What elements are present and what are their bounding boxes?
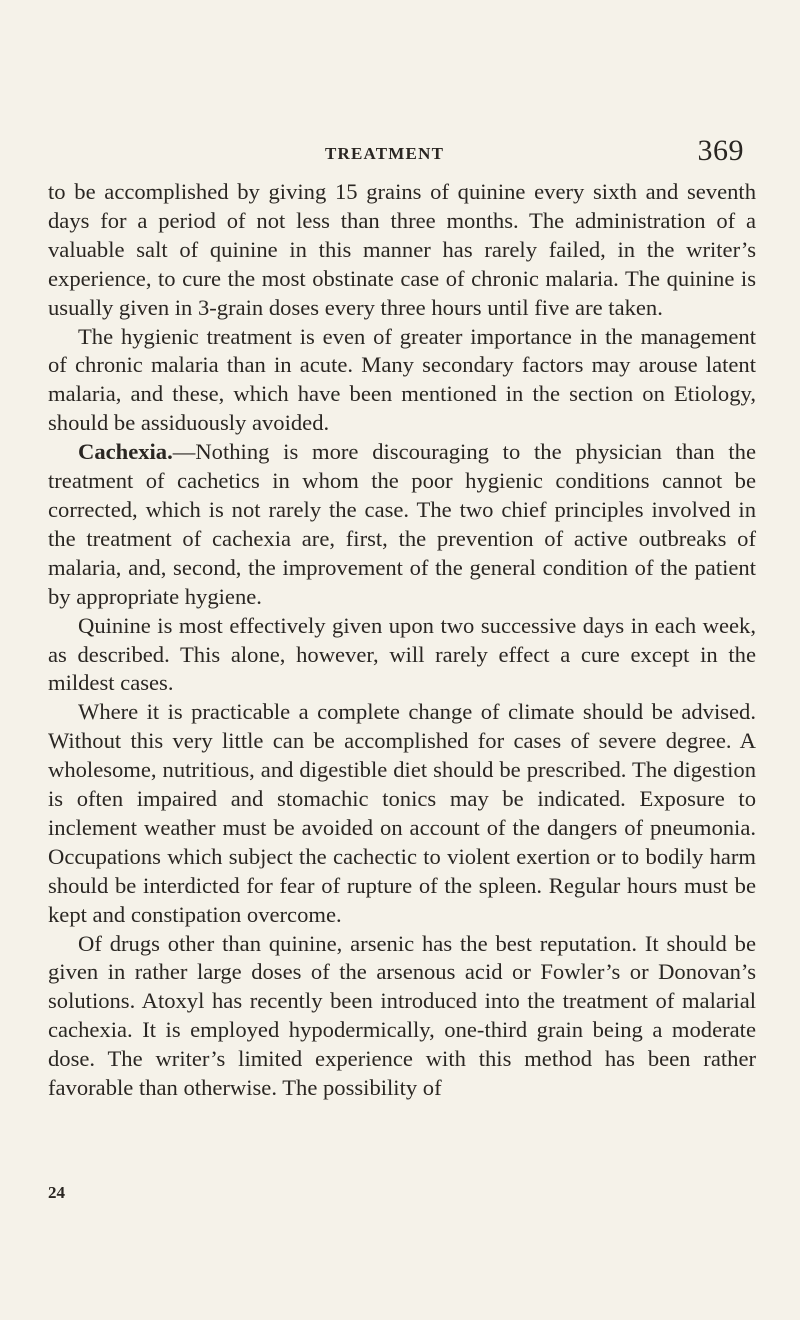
section-run-in-heading: Cachexia. <box>78 439 173 465</box>
book-page <box>48 0 756 1320</box>
page-number: 369 <box>697 134 744 167</box>
paragraph <box>48 178 756 323</box>
paragraph-text: Where it is practicable a complete change of climate should be advised. Without this very little can be accomplished for cases of severe degree. A wholesome, nutritious, and digestible diet should be prescribed. The digestion is often impaired and stomachic tonics may be indicated. Exposure to inclement weather must be avoided on account of the dangers of pneumonia. Occupations which subject the cachectic to violent exertion or to bodily harm should be interdicted for fear of rupture of the spleen. Regular hours must be kept and constipation overcome. <box>48 699 756 927</box>
running-title: TREATMENT <box>325 144 445 163</box>
paragraph <box>48 698 756 929</box>
running-head <box>48 134 756 180</box>
paragraph <box>48 438 756 611</box>
paragraph-text: The hygienic treatment is even of greater importance in the management of chronic malaria than in acute. Many secondary factors may arouse latent malaria, and these, which have been mentioned in the section on Etiology, should be assiduously avoided. <box>48 323 756 436</box>
paragraph-text: —Nothing is more discouraging to the physician than the treatment of cachetics in whom the poor hygienic conditions cannot be corrected, which is not rarely the case. The two chief principles involved in the treatment of cachexia are, first, the prevention of active outbreaks of malaria, and, second, the improvement of the general condition of the patient by appropriate hygiene. <box>48 439 756 609</box>
paragraph <box>48 930 756 1103</box>
paragraph-text: Quinine is most effectively given upon two successive days in each week, as described. This alone, however, will rarely effect a cure except in the mildest cases. <box>48 612 756 696</box>
paragraph-text: to be accomplished by giving 15 grains of quinine every sixth and seventh days for a period of not less than three months. The administration of a valuable salt of quinine in this manner has rarely failed, in the writer’s experience, to cure the most obstinate case of chronic malaria. The quinine is usually given in 3-grain doses every three hours until five are taken. <box>48 179 756 320</box>
paragraph <box>48 323 756 439</box>
signature-mark: 24 <box>48 1183 65 1202</box>
paragraph-text: Of drugs other than quinine, arsenic has the best reputation. It should be given in rather large doses of the arsenous acid or Fowler’s or Donovan’s solutions. Atoxyl has recently been introduced into the treatment of malarial cachexia. It is employed hypodermically, one-third grain being a moderate dose. The writer’s limited experience with this method has been rather favorable than otherwise. The possibility of <box>48 930 756 1101</box>
body-text <box>48 178 756 1103</box>
paragraph <box>48 612 756 699</box>
